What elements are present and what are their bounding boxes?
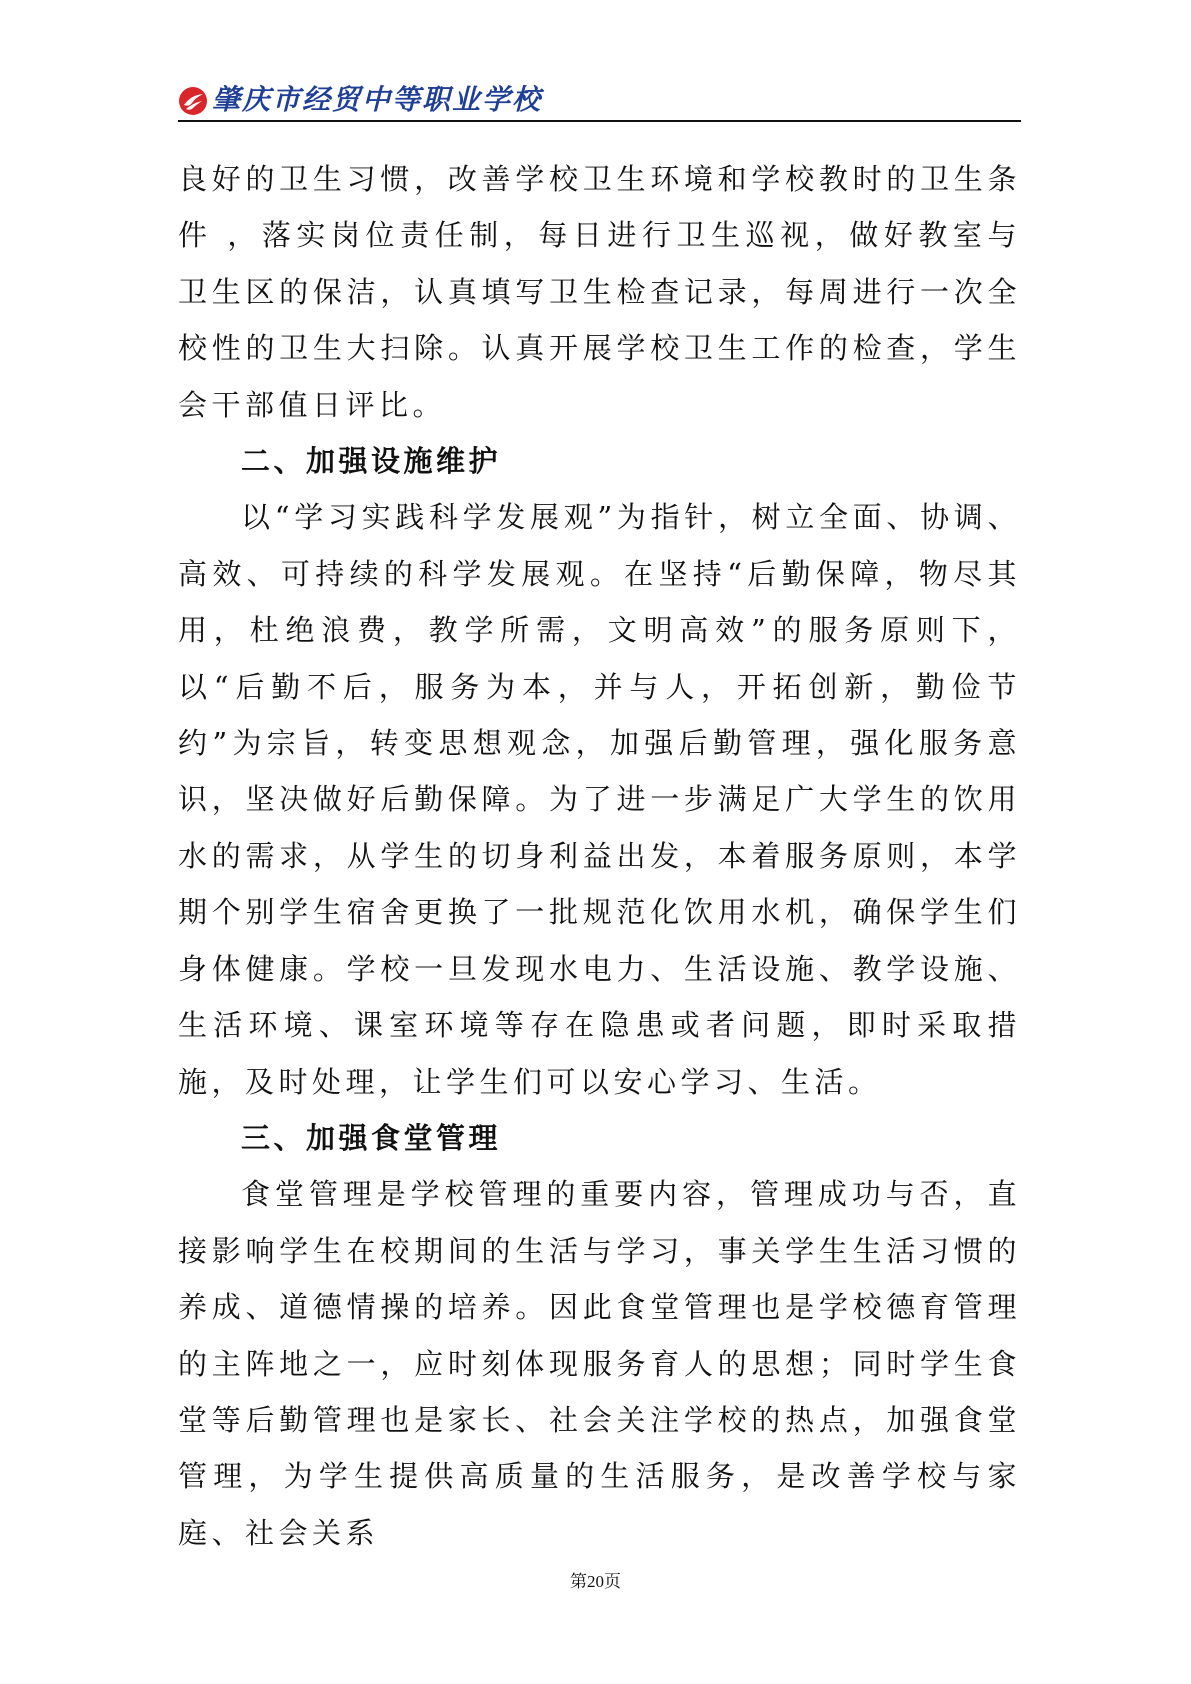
document-body bbox=[178, 151, 1021, 1561]
section-heading-facilities: 二、加强设施维护 bbox=[241, 444, 502, 479]
page-number: 第20页 bbox=[570, 1572, 621, 1591]
section-heading-canteen: 三、加强食堂管理 bbox=[241, 1120, 502, 1155]
school-name: 肇庆市经贸中等职业学校 bbox=[212, 83, 543, 116]
paragraph-hygiene: 良好的卫生习惯，改善学校卫生环境和学校教时的卫生条件 ，落实岗位责任制，每日进行卫生巡视，做好教室与卫生区的保洁，认真填写卫生检查记录，每周进行一次全校性的卫生大扫除。认真开展学校卫生工作的检查，学生会干部值日评比。 bbox=[178, 162, 1021, 422]
page-header bbox=[178, 82, 1021, 122]
paragraph-canteen: 食堂管理是学校管理的重要内容，管理成功与否，直接影响学生在校期间的生活与学习，事关学生生活习惯的养成、道德情操的培养。因此食堂管理也是学校德育管理的主阵地之一，应时刻体现服务育人的思想；同时学生食堂等后勤管理也是家长、社会关注学校的热点，加强食堂管理，为学生提供高质量的生活服务，是改善学校与家庭、社会关系 bbox=[178, 1177, 1021, 1550]
school-logo-icon bbox=[178, 86, 208, 116]
paragraph-facilities: 以“学习实践科学发展观”为指针，树立全面、协调、高效、可持续的科学发展观。在坚持“后勤保障，物尽其用，杜绝浪费，教学所需，文明高效”的服务原则下，以“后勤不后，服务为本，并与人，开拓创新，勤俭节约”为宗旨，转变思想观念，加强后勤管理，强化服务意识，坚决做好后勤保障。为了进一步满足广大学生的饮用水的需求，从学生的切身利益出发，本着服务原则，本学期个别学生宿舍更换了一批规范化饮用水机，确保学生们身体健康。学校一旦发现水电力、生活设施、教学设施、生活环境、课室环境等存在隐患或者问题，即时采取措施，及时处理，让学生们可以安心学习、生活。 bbox=[178, 500, 1021, 1099]
